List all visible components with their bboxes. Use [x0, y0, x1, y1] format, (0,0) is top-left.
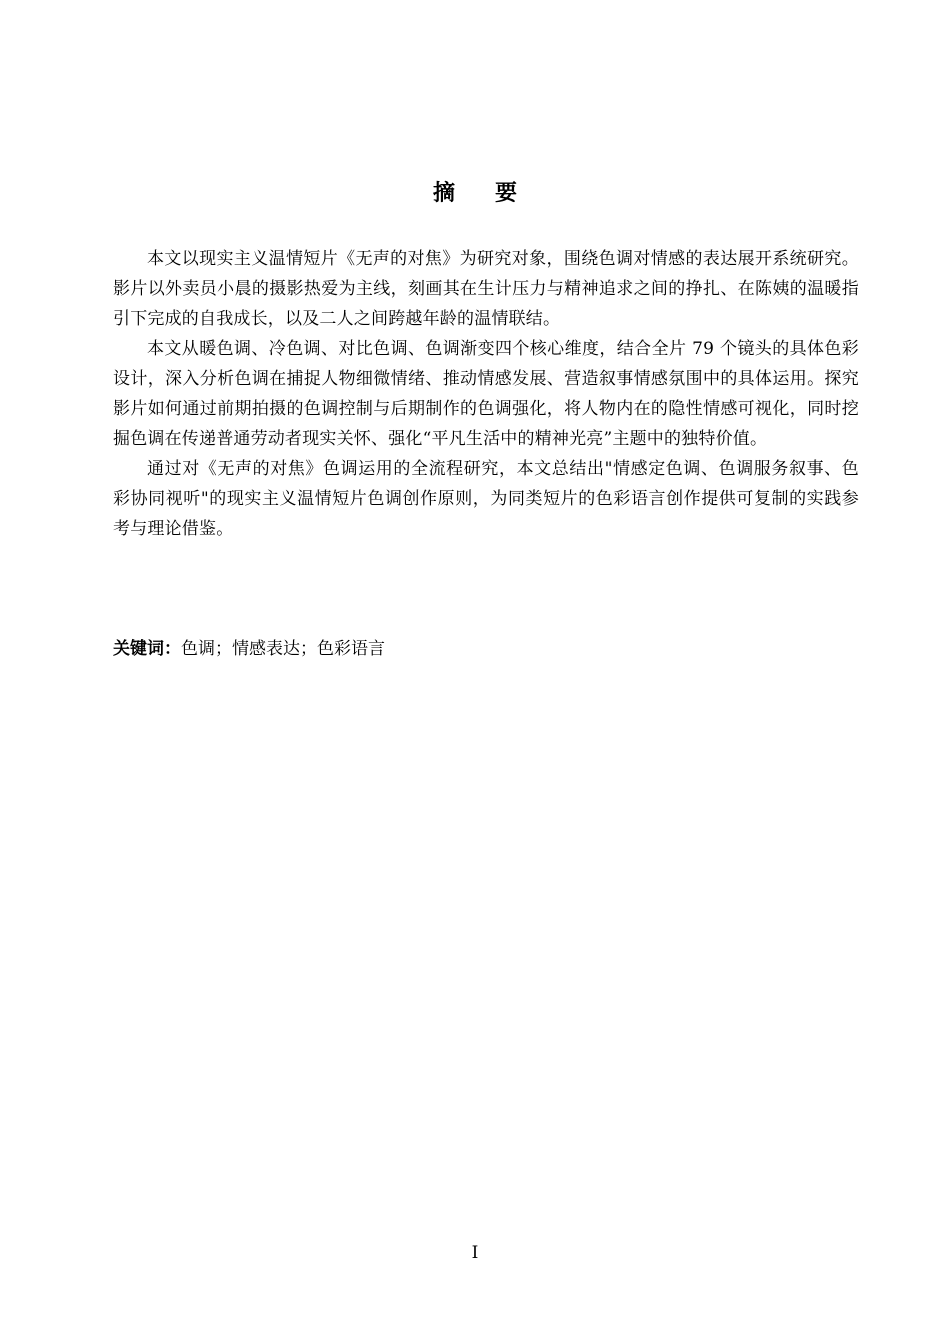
page-number: I	[471, 1243, 479, 1263]
keywords-line	[113, 634, 859, 664]
keywords-label: 关键词：	[113, 639, 181, 659]
abstract-paragraph-3: 通过对《无声的对焦》色调运用的全流程研究，本文总结出"情感定色调、色调服务叙事、色彩协同视听"的现实主义温情短片色调创作原则，为同类短片的色彩语言创作提供可复制的实践参考与理论借鉴。	[113, 459, 859, 539]
abstract-paragraph-2: 本文从暖色调、冷色调、对比色调、色调渐变四个核心维度，结合全片 79 个镜头的具体色彩设计，深入分析色调在捕捉人物细微情绪、推动情感发展、营造叙事情感氛围中的具体运用。探究影片如何通过前期拍摄的色调控制与后期制作的色调强化，将人物内在的隐性情感可视化，同时挖掘色调在传递普通劳动者现实关怀、强化“平凡生活中的精神光亮”主题中的独特价值。	[113, 339, 859, 449]
abstract-paragraph-1: 本文以现实主义温情短片《无声的对焦》为研究对象，围绕色调对情感的表达展开系统研究。影片以外卖员小晨的摄影热爱为主线，刻画其在生计压力与精神追求之间的挣扎、在陈姨的温暖指引下完成的自我成长，以及二人之间跨越年龄的温情联结。	[113, 249, 859, 329]
keywords-value: 色调；情感表达；色彩语言	[181, 639, 385, 659]
abstract-title: 摘要	[432, 181, 557, 206]
abstract-body	[113, 244, 859, 544]
